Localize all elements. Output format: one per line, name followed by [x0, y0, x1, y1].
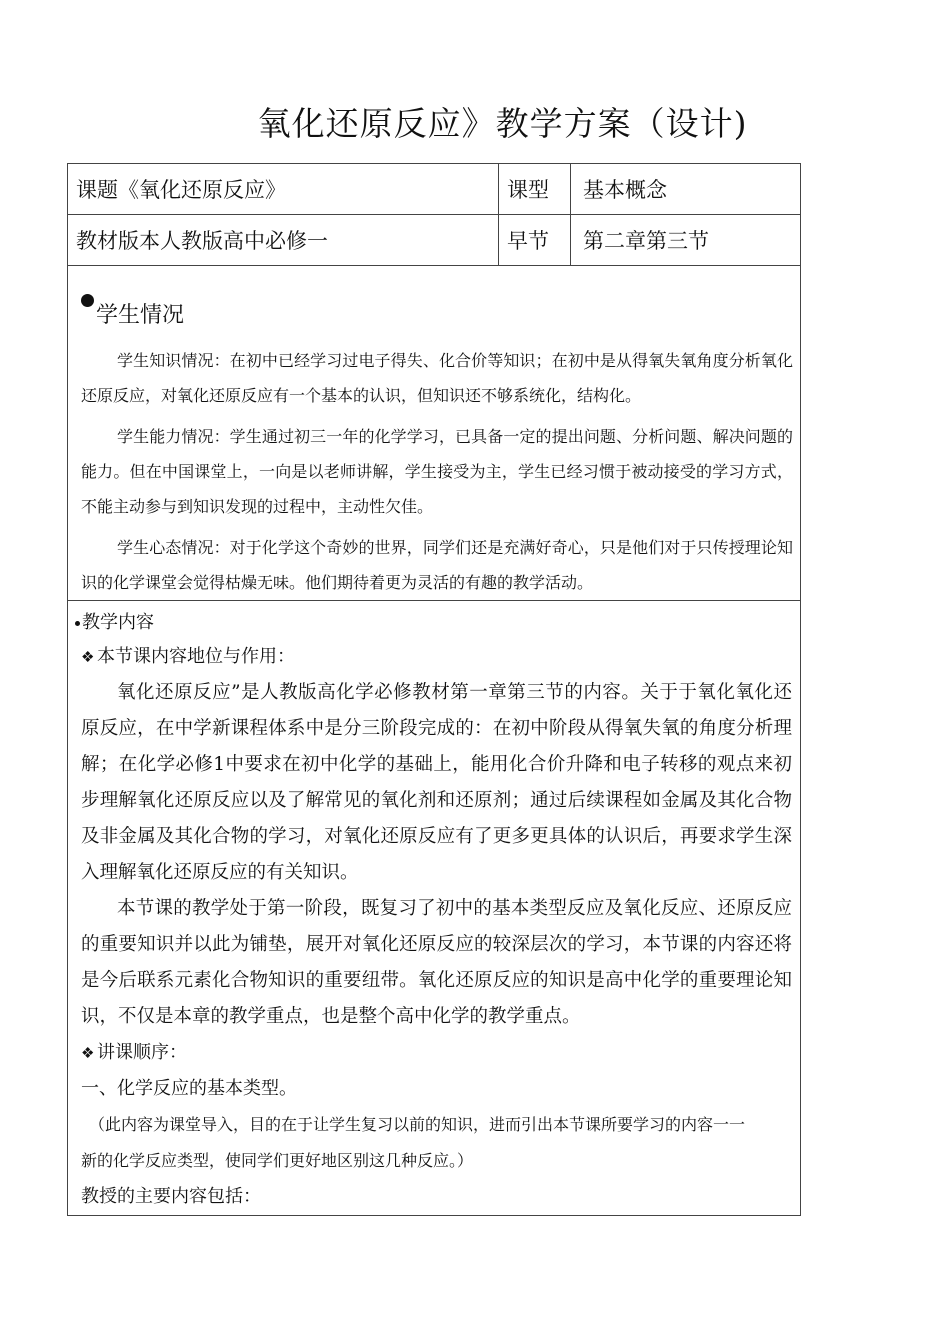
chapter-label: 早节 [499, 215, 571, 266]
lesson-type-value: 基本概念 [571, 164, 801, 215]
section-heading-text: 教学内容 [82, 612, 154, 633]
student-situation-heading [81, 292, 793, 329]
teaching-content-section [68, 601, 801, 1216]
table-row [68, 266, 801, 601]
content-paragraph: 氧化还原反应”是人教版高化学必修教材第一章第三节的内容。关于于氧化氧化还原反应，在中学新课程体系中是分三阶段完成的：在初中阶段从得氧失氧的角度分析理解；在化学必修1中要求在初中化学的基础上，能用化合价升降和电子转移的观点来初步理解氧化还原反应以及了解常见的氧化剂和还原剂；通过后续课程如金属及其化合物及非金属及其化合物的学习，对氧化还原反应有了更多更具体的认识后，再要求学生深入理解氧化还原反应的有关知识。 [81, 682, 792, 883]
student-ability-paragraph: 学生能力情况：学生通过初三一年的化学学习，已具备一定的提出问题、分析问题、解决问题的能力。但在中国课堂上，一向是以老师讲解，学生接受为主，学生已经习惯于被动接受的学习方式，不能主动参与到知识发现的过程中，主动性欠佳。 [81, 427, 793, 516]
lesson-type-label: 课型 [499, 164, 571, 215]
table-row [68, 215, 801, 266]
subheading-text: 讲课顺序： [97, 1042, 187, 1063]
student-situation-section [68, 266, 801, 601]
order-item: 一、化学反应的基本类型。 [81, 1078, 297, 1099]
note-line: 新的化学反应类型，使同学们更好地区别这几种反应。） [81, 1151, 474, 1170]
bullet-icon [75, 621, 80, 626]
subheading-position [81, 639, 792, 675]
teaching-content-heading [75, 611, 792, 635]
student-knowledge-paragraph: 学生知识情况：在初中已经学习过电子得失、化合价等知识；在初中是从得氧失氧角度分析氧化还原反应，对氧化还原反应有一个基本的认识，但知识还不够系统化，结构化。 [81, 351, 793, 405]
subheading-order [81, 1035, 792, 1071]
lesson-plan-table [67, 163, 801, 1216]
diamond-bullet-icon: ❖ [81, 648, 95, 666]
table-row [68, 601, 801, 1216]
content-line: 教授的主要内容包括： [81, 1186, 261, 1207]
content-paragraph: 本节课的教学处于第一阶段，既复习了初中的基本类型反应及氧化反应、还原反应的重要知识并以此为铺垫，展开对氧化还原反应的较深层次的学习，本节课的内容还将是今后联系元素化合物知识的重要纽带。氧化还原反应的知识是高中化学的重要理论知识，不仅是本章的教学重点，也是整个高中化学的教学重点。 [81, 898, 792, 1027]
topic-cell: 课题《氧化还原反应》 [68, 164, 499, 215]
textbook-cell: 教材版本人教版高中必修一 [68, 215, 499, 266]
student-attitude-paragraph: 学生心态情况：对于化学这个奇妙的世界，同学们还是充满好奇心，只是他们对于只传授理论知识的化学课堂会觉得枯燥无味。他们期待着更为灵活的有趣的教学活动。 [81, 538, 793, 592]
chapter-value: 第二章第三节 [571, 215, 801, 266]
note-line: （此内容为课堂导入，目的在于让学生复习以前的知识，进而引出本节课所要学习的内容一一 [89, 1115, 746, 1134]
bullet-icon [81, 294, 94, 307]
diamond-bullet-icon: ❖ [81, 1044, 95, 1062]
document-title: 氧化还原反应》教学方案（设计) [257, 104, 748, 143]
subheading-text: 本节课内容地位与作用： [97, 646, 295, 667]
table-row [68, 164, 801, 215]
section-heading-text: 学生情况 [96, 303, 185, 328]
